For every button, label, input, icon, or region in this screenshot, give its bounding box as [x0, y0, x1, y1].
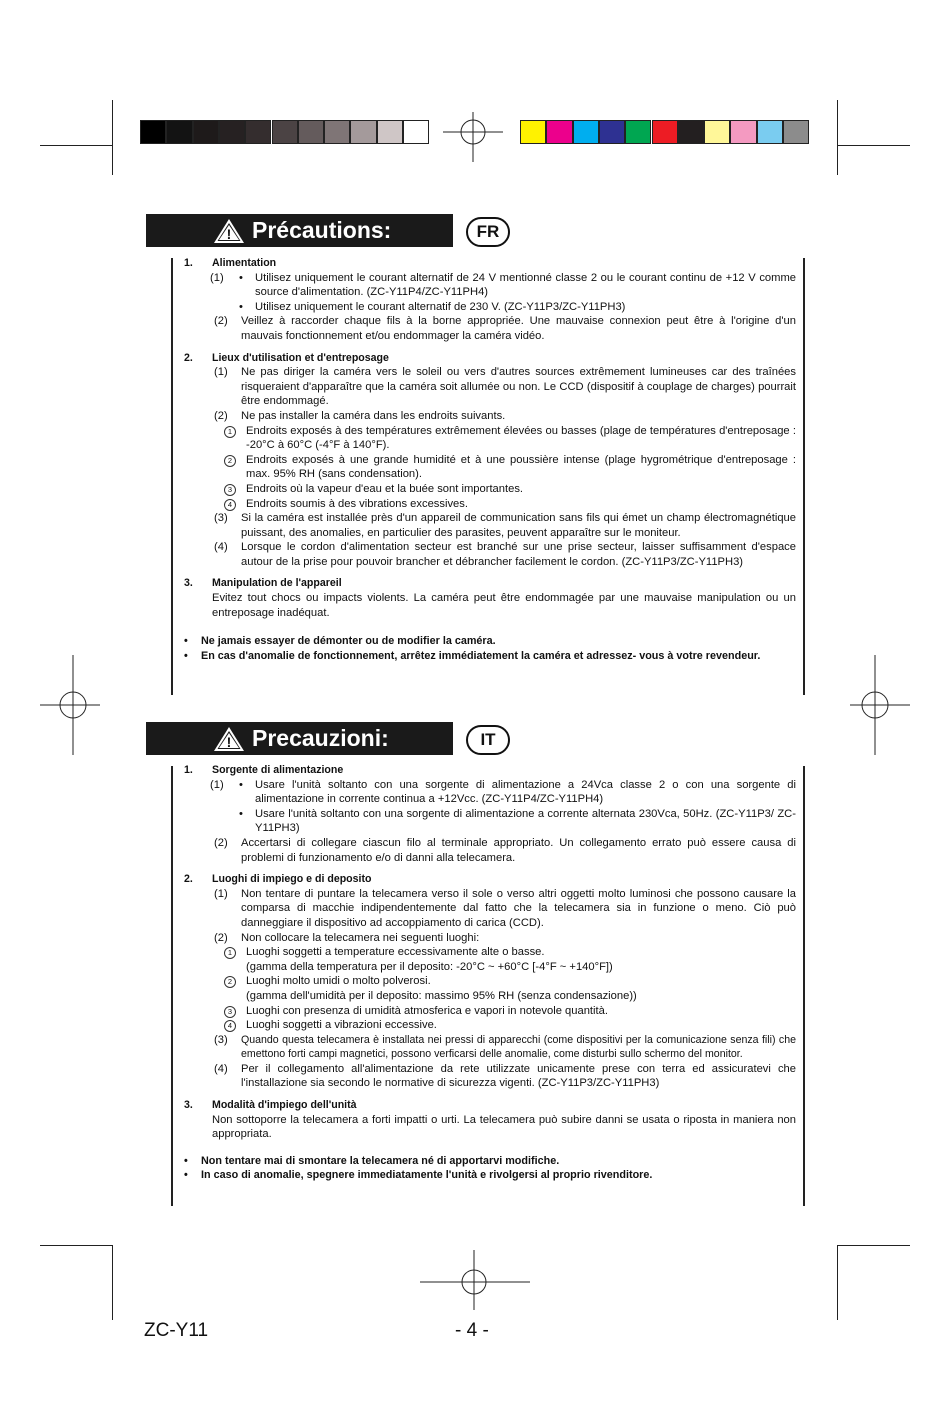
- fr-s1-item-2: (2) Veillez à raccorder chaque fils à la borne appropriée. Une mauvaise connexion peut être à l'origine d'un mauvais fonctionnement et/ou endommager la caméra vidéo.: [214, 315, 796, 342]
- color-swatch: [377, 120, 403, 144]
- color-swatch: [783, 120, 809, 144]
- it-s2-circled-4: 4 Luoghi soggetti a vibrazioni eccessive.: [184, 1018, 796, 1033]
- warning-icon: [212, 725, 246, 753]
- registration-mark-bottom: [420, 1250, 530, 1310]
- color-swatch: [272, 120, 298, 144]
- fr-s1-item-1-bullet-2: • Utilisez uniquement le courant alternatif de 230 V. (ZC-Y11P3/ZC-Y11PH3): [239, 300, 626, 313]
- warning-icon: [212, 217, 246, 245]
- it-warning-2: • In caso di anomalie, spegnere immediatamente l'unità e rivolgersi al proprio rivenditore.: [184, 1169, 653, 1182]
- color-swatch: [298, 120, 324, 144]
- color-swatch: [730, 120, 756, 144]
- fr-title-bar: [146, 214, 453, 247]
- color-swatch: [219, 120, 245, 144]
- fr-content: [184, 256, 796, 663]
- it-content: [184, 763, 796, 1183]
- it-language-badge: IT: [466, 725, 510, 755]
- it-section-3-heading: 3. Modalità d'impiego dell'unità: [184, 1099, 357, 1112]
- fr-s2-item-1: (1) Ne pas diriger la caméra vers le soleil ou vers d'autres sources extrêmement lumineuses car des traînées risqueraient d'apparaître que la caméra soit allumée ou non. Le CCD (dispositif à couplage de charges) pourrait être endommagé.: [214, 366, 796, 408]
- registration-mark-left: [40, 655, 100, 755]
- fr-left-rule: [171, 258, 173, 695]
- color-swatch: [166, 120, 192, 144]
- it-s1-item-2: (2) Accertarsi di collegare ciascun filo al terminale appropriato. Un collegamento errato può essere causa di problemi di funzionamento e/o di danni alla telecamera.: [214, 836, 796, 864]
- fr-s2-circled-4: 4 Endroits soumis à des vibrations excessives.: [184, 497, 796, 512]
- color-swatch: [678, 120, 704, 144]
- fr-s2-item-3: (3) Si la caméra est installée près d'un appareil de communication sans fils qui émet un champ électromagnétique puissant, des anomalies, en particulier des parasites, peuvent apparaître sur le moniteur.: [214, 512, 796, 539]
- color-swatch: [520, 120, 546, 144]
- fr-warning-1: • Ne jamais essayer de démonter ou de modifier la caméra.: [184, 635, 496, 648]
- color-swatch: [599, 120, 625, 144]
- color-swatch: [403, 120, 429, 144]
- fr-s2-item-2: (2) Ne pas installer la caméra dans les endroits suivants.: [214, 409, 506, 422]
- fr-warning-2: • En cas d'anomalie de fonctionnement, arrêtez immédiatement la caméra et adressez- vous à votre revendeur.: [184, 649, 761, 662]
- it-s2-circled-3: 3 Luoghi con presenza di umidità atmosferica e vapori in notevole quantità.: [184, 1004, 796, 1019]
- color-swatch: [245, 120, 271, 144]
- it-s2-circled-1: 1 Luoghi soggetti a temperature eccessivamente alte o basse. (gamma della temperatura per il deposito: -20°C ~ +60°C [-4°F ~ +140°F]): [184, 945, 796, 974]
- fr-s2-circled-2: 2 Endroits exposés à une grande humidité et à une poussière intense (plage hygrométrique d'entreposage : max. 95% RH (sans condensation).: [184, 453, 796, 482]
- color-swatch: [625, 120, 651, 144]
- it-s2-item-2: (2) Non collocare la telecamera nei seguenti luoghi:: [214, 931, 480, 944]
- it-s2-item-4: (4) Per il collegamento all'alimentazione da rete utilizzate unicamente prese con terra ed assicuratevi che l'installazione sia secondo le normative di sicurezza vigenti. (ZC-Y11P3/ZC-Y11PH3): [214, 1062, 796, 1090]
- it-left-rule: [171, 766, 173, 1206]
- svg-text:!: !: [226, 226, 232, 242]
- svg-text:!: !: [226, 734, 232, 750]
- fr-language-badge: FR: [466, 217, 510, 247]
- it-s1-item-1-bullet-2: • Usare l'unità soltanto con una sorgente di alimentazione a corrente alternata 230Vca, 50Hz. (ZC-Y11P3/ ZC-Y11PH3): [239, 807, 796, 835]
- color-swatch: [193, 120, 219, 144]
- fr-section-2-heading: 2. Lieux d'utilisation et d'entreposage: [184, 351, 389, 364]
- page-number: - 4 -: [455, 1320, 489, 1341]
- it-right-rule: [803, 766, 805, 1206]
- it-s2-item-1: (1) Non tentare di puntare la telecamera verso il sole o verso altri oggetti molto luminosi che possono causare la comparsa di macchie indipendentemente dal fatto che la telecamera sia in funzione o meno. Ciò può danneggiare il dispositivo ad accoppiamento di carica (CCD).: [214, 887, 796, 929]
- fr-section-1-heading: 1. Alimentation: [184, 257, 277, 269]
- fr-s1-item-1: (1) • Utilisez uniquement le courant alternatif de 24 V mentionné classe 2 ou le courant continu de +12 V comme source d'alimentation. (ZC-Y11P4/ZC-Y11PH4): [210, 271, 796, 299]
- it-s1-item-1: (1) • Usare l'unità soltanto con una sorgente di alimentazione a 24Vca classe 2 o con una sorgente di alimentazione in corrente continua a +12Vcc. (ZC-Y11P4/ZC-Y11PH4): [210, 778, 796, 806]
- it-s3-text: Non sottoporre la telecamera a forti impatti o urti. La telecamera può subire danni se usata o riposta in maniera non appropriata.: [212, 1113, 796, 1141]
- color-swatch: [757, 120, 783, 144]
- registration-mark-right: [850, 655, 910, 755]
- model-number: ZC-Y11: [144, 1320, 209, 1341]
- it-s2-item-3: (3) Quando questa telecamera è installata nei pressi di apparecchi (come dispositivi per la comunicazione senza fili) che emettono forti campi magnetici, possono verficarsi delle anomalie, come disturbi sullo schermo del monitor.: [214, 1033, 796, 1061]
- fr-s3-text: Evitez tout chocs ou impacts violents. La caméra peut être endommagée par une mauvaise manipulation ou un entreposage inadéquat.: [212, 592, 796, 619]
- fr-s2-circled-1: 1 Endroits exposés à des températures extrêmement élevées ou basses (plage de températures d'entreposage : -20°C à 60°C (-4°F à 140°F).: [184, 424, 796, 453]
- it-warning-1: • Non tentare mai di smontare la telecamera né di apportarvi modifiche.: [184, 1154, 560, 1167]
- color-swatch: [324, 120, 350, 144]
- it-section-2-heading: 2. Luoghi di impiego e di deposito: [184, 873, 372, 886]
- fr-right-rule: [803, 258, 805, 695]
- color-swatch: [546, 120, 572, 144]
- it-title: Precauzioni:: [252, 725, 389, 751]
- color-swatch: [704, 120, 730, 144]
- color-swatch: [652, 120, 678, 144]
- color-swatch: [350, 120, 376, 144]
- registration-mark-top: [443, 112, 503, 162]
- color-swatch: [573, 120, 599, 144]
- fr-title: Précautions:: [252, 217, 392, 243]
- fr-s2-circled-3: 3 Endroits où la vapeur d'eau et la buée sont importantes.: [184, 482, 796, 497]
- it-s2-circled-2: 2 Luoghi molto umidi o molto polverosi. (gamma dell'umidità per il deposito: massimo 95% RH (senza condensazione)): [184, 974, 796, 1003]
- fr-s2-item-4: (4) Lorsque le cordon d'alimentation secteur est branché sur une prise secteur, laisser suffisamment d'espace autour de la prise pour pouvoir brancher et débrancher facilement le cordon. (ZC-Y11P3/ZC-Y11PH3): [214, 541, 796, 568]
- color-swatch: [140, 120, 166, 144]
- it-title-bar: [146, 722, 453, 755]
- it-section-1-heading: 1. Sorgente di alimentazione: [184, 764, 344, 776]
- fr-section-3-heading: 3. Manipulation de l'appareil: [184, 577, 342, 590]
